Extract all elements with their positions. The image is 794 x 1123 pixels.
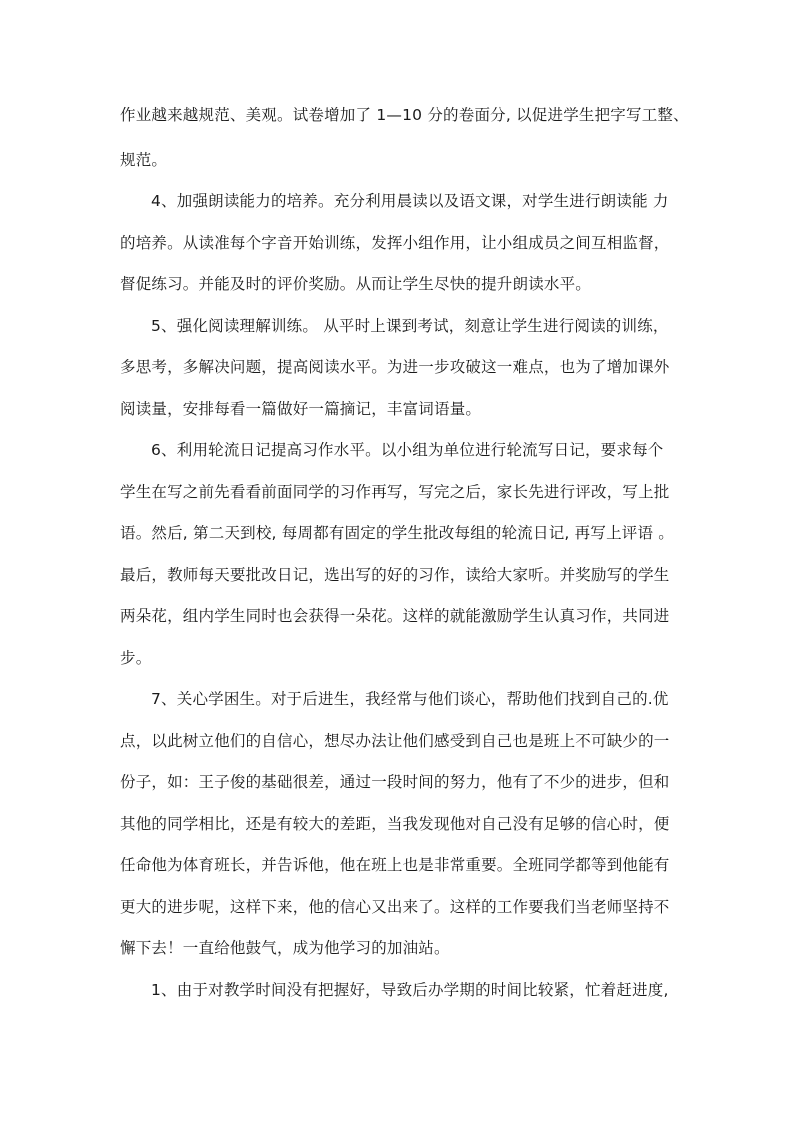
text-line: 的培养。从读准每个字音开始训练，发挥小组作用，让小组成员之间互相监督， <box>120 234 670 252</box>
text-line: 步。 <box>120 649 152 667</box>
text-line: 懈下去！一直给他鼓气，成为他学习的加油站。 <box>120 939 450 957</box>
paragraph-start-line: 7、关心学困生。对于后进生，我经常与他们谈心，帮助他们找到自己的.优 <box>151 690 669 708</box>
paragraph-start-line: 1、由于对教学时间没有把握好，导致后办学期的时间比较紧，忙着赶进度, <box>151 981 669 999</box>
paragraph-start-line: 6、利用轮流日记提高习作水平。以小组为单位进行轮流写日记，要求每个 <box>151 441 664 459</box>
text-line: 份子，如：王子俊的基础很差，通过一段时间的努力，他有了不少的进步，但和 <box>120 773 670 791</box>
text-line: 点，以此树立他们的自信心，想尽办法让他们感受到自己也是班上不可缺少的一 <box>120 732 670 750</box>
text-line: 最后，教师每天要批改日记，选出写的好的习作，读给大家听。并奖励写的学生 <box>120 566 670 584</box>
text-line: 作业越来越规范、美观。试卷增加了 1—10 分的卷面分, 以促进学生把字写工整、 <box>120 106 689 124</box>
paragraph-start-line: 4、加强朗读能力的培养。充分利用晨读以及语文课，对学生进行朗读能 力 <box>151 192 669 210</box>
text-line: 多思考，多解决问题，提高阅读水平。为进一步攻破这一难点，也为了增加课外 <box>120 358 670 376</box>
text-line: 阅读量，安排每看一篇做好一篇摘记，丰富词语量。 <box>120 400 482 418</box>
text-line: 两朵花，组内学生同时也会获得一朵花。这样的就能激励学生认真习作，共同进 <box>120 607 670 625</box>
text-line: 语。然后, 第二天到校, 每周都有固定的学生批改每组的轮流日记, 再写上评语 。 <box>120 524 674 542</box>
text-line: 任命他为体育班长，并告诉他，他在班上也是非常重要。全班同学都等到他能有 <box>120 856 670 874</box>
text-line: 督促练习。并能及时的评价奖励。从而让学生尽快的提升朗读水平。 <box>120 275 592 293</box>
text-line: 其他的同学相比，还是有较大的差距，当我发现他对自己没有足够的信心时，便 <box>120 815 670 833</box>
text-line: 更大的进步呢，这样下来，他的信心又出来了。这样的工作要我们当老师坚持不 <box>120 898 670 916</box>
text-line: 学生在写之前先看看前面同学的习作再写，写完之后，家长先进行评改，写上批 <box>120 483 670 501</box>
text-line: 规范。 <box>120 151 168 169</box>
paragraph-start-line: 5、强化阅读理解训练。 从平时上课到考试，刻意让学生进行阅读的训练， <box>151 317 669 335</box>
